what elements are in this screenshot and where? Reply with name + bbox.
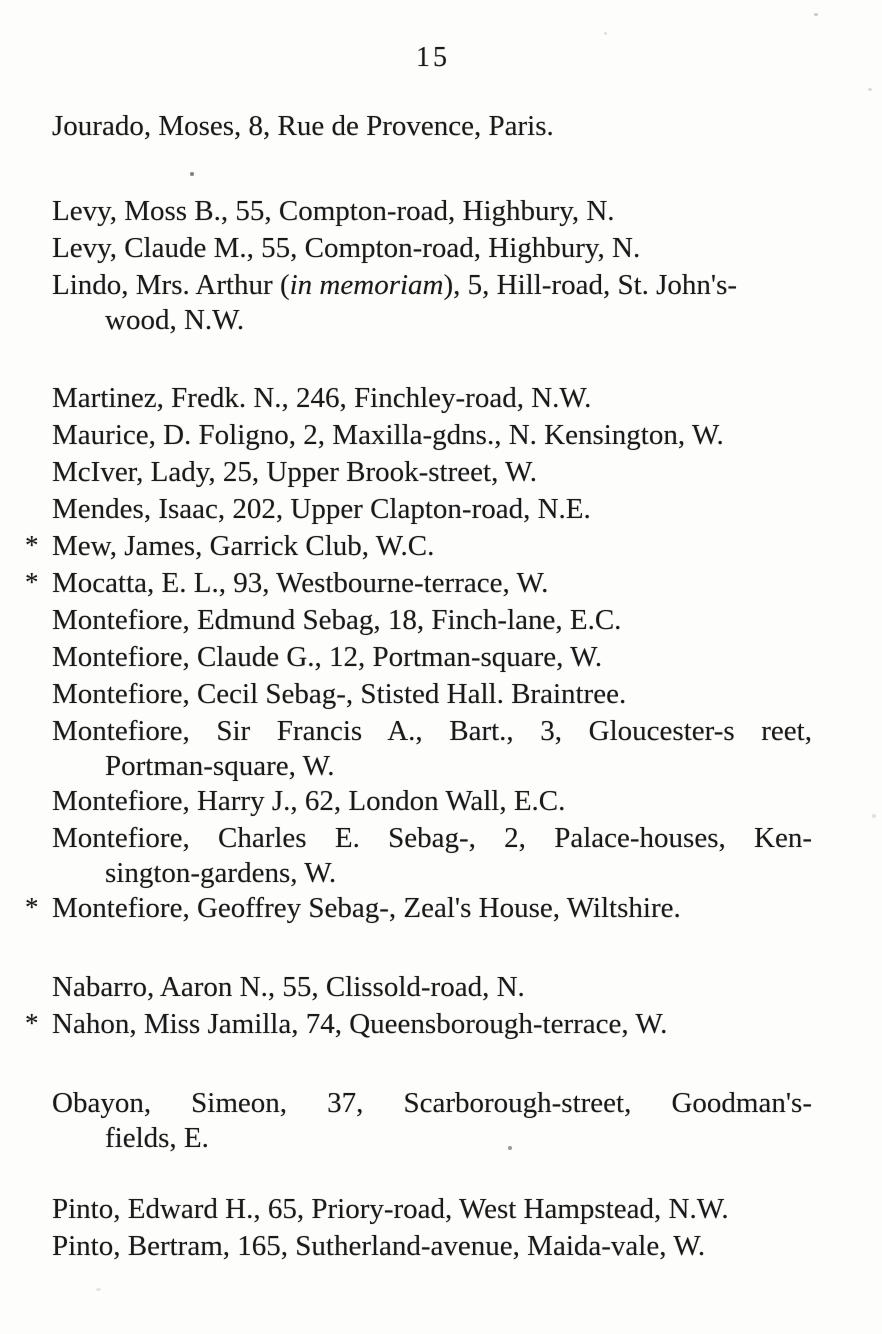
entry-line xyxy=(52,1191,812,1228)
entry-text: Nahon, Miss Jamilla, 74, Queensborough-terrace, W. xyxy=(52,1008,668,1040)
directory-group-O xyxy=(0,1085,882,1155)
directory-entry xyxy=(52,267,812,337)
entry-line xyxy=(52,454,812,491)
entry-line xyxy=(52,528,812,565)
directory-entry xyxy=(52,491,812,528)
directory-entry xyxy=(52,1085,812,1155)
entry-line xyxy=(52,676,812,713)
directory-entry xyxy=(52,639,812,676)
directory-entry xyxy=(52,380,812,417)
entry-text: Mew, James, Garrick Club, W.C. xyxy=(52,530,435,562)
directory-group-L xyxy=(0,193,882,337)
entry-line xyxy=(52,820,812,857)
entry-text: Montefiore, Edmund Sebag, 18, Finch-lane, E.C. xyxy=(52,604,622,636)
directory-entry xyxy=(25,565,812,602)
directory-entry xyxy=(52,193,812,230)
page-number: 15 xyxy=(416,42,450,73)
entry-text: Montefiore, Cecil Sebag-, Stisted Hall. Braintree. xyxy=(52,678,627,710)
directory-entry xyxy=(52,417,812,454)
footnote-asterisk: * xyxy=(25,892,39,922)
directory-entry xyxy=(52,602,812,639)
entry-text: Lindo, Mrs. Arthur ( xyxy=(52,269,290,301)
entry-text: Montefiore, Charles E. Sebag-, 2, Palace-houses, Ken- xyxy=(52,822,812,854)
entry-line xyxy=(52,969,812,1006)
entry-line xyxy=(52,565,812,602)
entry-line xyxy=(52,267,812,304)
directory-list xyxy=(0,108,882,1265)
directory-entry xyxy=(52,1228,812,1265)
entry-text: ), 5, Hill-road, St. John's- xyxy=(443,269,738,301)
entry-text: Levy, Moss B., 55, Compton-road, Highbury, N. xyxy=(52,195,615,227)
footnote-asterisk: * xyxy=(25,1008,39,1038)
entry-text: Pinto, Bertram, 165, Sutherland-avenue, Maida-vale, W. xyxy=(52,1230,706,1262)
entry-line xyxy=(52,783,812,820)
entry-text: sington-gardens, W. xyxy=(105,857,337,889)
entry-text: Portman-square, W. xyxy=(105,750,335,782)
scan-speck xyxy=(872,814,876,818)
directory-entry xyxy=(52,820,812,890)
directory-entry xyxy=(52,783,812,820)
entry-line xyxy=(52,1006,812,1043)
directory-group-N xyxy=(0,969,882,1043)
entry-line xyxy=(105,857,812,890)
directory-entry xyxy=(52,1191,812,1228)
directory-entry xyxy=(52,454,812,491)
entry-text: Maurice, D. Foligno, 2, Maxilla-gdns., N. Kensington, W. xyxy=(52,419,724,451)
entry-line xyxy=(52,890,812,927)
directory-entry xyxy=(25,890,812,927)
entry-text: Martinez, Fredk. N., 246, Finchley-road, N.W. xyxy=(52,382,592,414)
directory-entry xyxy=(25,528,812,565)
directory-entry xyxy=(52,676,812,713)
entry-line xyxy=(52,230,812,267)
entry-text: Nabarro, Aaron N., 55, Clissold-road, N. xyxy=(52,971,525,1003)
entry-line xyxy=(52,1085,812,1122)
directory-entry xyxy=(52,230,812,267)
entry-text: Obayon, Simeon, 37, Scarborough-street, Goodman's- xyxy=(52,1087,812,1119)
entry-text: Montefiore, Harry J., 62, London Wall, E.C. xyxy=(52,785,566,817)
entry-line xyxy=(52,713,812,750)
directory-entry xyxy=(52,713,812,783)
entry-line xyxy=(105,304,812,337)
entry-line xyxy=(52,1228,812,1265)
entry-text: Mocatta, E. L., 93, Westbourne-terrace, W. xyxy=(52,567,549,599)
entry-text: Montefiore, Claude G., 12, Portman-square, W. xyxy=(52,641,603,673)
entry-line xyxy=(52,639,812,676)
entry-text: Jourado, Moses, 8, Rue de Provence, Paris. xyxy=(52,110,554,142)
scan-speck xyxy=(868,88,872,91)
scan-speck xyxy=(96,1288,101,1291)
entry-line xyxy=(105,750,812,783)
directory-entry xyxy=(52,108,812,145)
entry-text-italic: in memoriam xyxy=(289,269,444,301)
directory-group-P xyxy=(0,1191,882,1265)
entry-line xyxy=(52,193,812,230)
entry-text: McIver, Lady, 25, Upper Brook-street, W. xyxy=(52,456,537,488)
entry-line xyxy=(105,1122,812,1155)
scan-speck xyxy=(604,32,607,35)
footnote-asterisk: * xyxy=(25,530,39,560)
entry-text: fields, E. xyxy=(105,1122,209,1154)
directory-group-M xyxy=(0,380,882,927)
entry-text: Mendes, Isaac, 202, Upper Clapton-road, N.E. xyxy=(52,493,591,525)
entry-line xyxy=(52,108,812,145)
entry-text: Montefiore, Geoffrey Sebag-, Zeal's House, Wiltshire. xyxy=(52,892,681,924)
directory-entry xyxy=(52,969,812,1006)
directory-group-J xyxy=(0,108,882,145)
entry-text: Montefiore, Sir Francis A., Bart., 3, Gloucester-s reet, xyxy=(52,715,812,747)
entry-text: Levy, Claude M., 55, Compton-road, Highbury, N. xyxy=(52,232,641,264)
scan-speck xyxy=(508,1146,512,1150)
entry-line xyxy=(52,417,812,454)
scan-speck xyxy=(814,13,818,16)
directory-entry xyxy=(25,1006,812,1043)
footnote-asterisk: * xyxy=(25,567,39,597)
entry-text: wood, N.W. xyxy=(105,304,245,336)
entry-text: Pinto, Edward H., 65, Priory-road, West Hampstead, N.W. xyxy=(52,1193,729,1225)
entry-line xyxy=(52,380,812,417)
entry-line xyxy=(52,602,812,639)
scan-speck xyxy=(190,172,194,176)
entry-line xyxy=(52,491,812,528)
